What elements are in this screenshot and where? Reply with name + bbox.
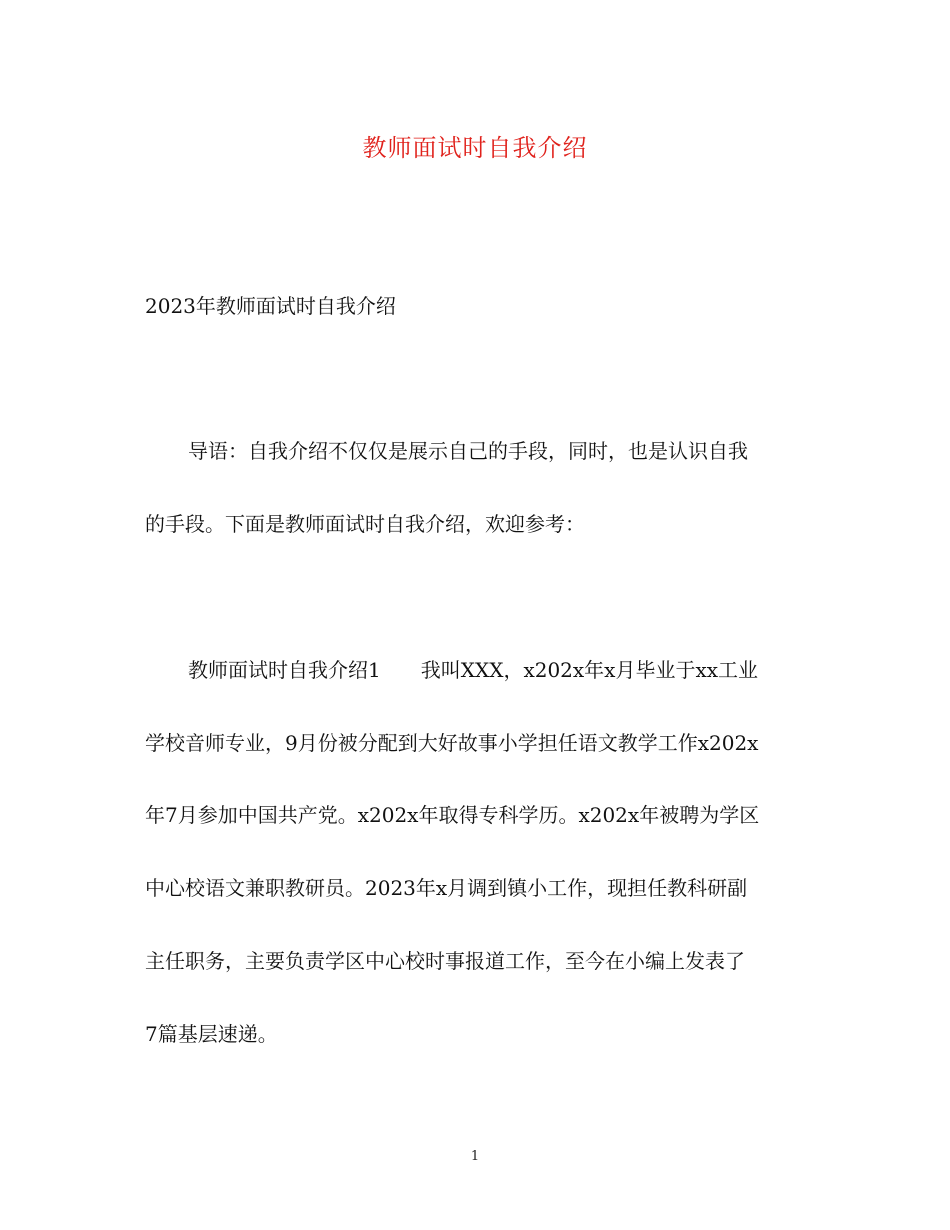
section1-line-5: 主任职务，主要负责学区中心校时事报道工作，至今在小编上发表了 [145,949,745,973]
section1-line-2: 学校音师专业，9月份被分配到大好故事小学担任语文教学工作x202x [145,731,759,755]
section1-line-1: 教师面试时自我介绍1 我叫XXX，x202x年x月毕业于xx工业 [188,658,759,682]
section1-line-6: 7篇基层速递。 [145,1022,278,1046]
document-subtitle: 2023年教师面试时自我介绍 [145,294,396,318]
document-title: 教师面试时自我介绍 [362,134,588,162]
page-number: 1 [470,1149,480,1164]
intro-line-1: 导语：自我介绍不仅仅是展示自己的手段，同时，也是认识自我 [188,439,748,463]
section1-line-3: 年7月参加中国共产党。x202x年取得专科学历。x202x年被聘为学区 [145,803,760,827]
section1-line-4: 中心校语文兼职教研员。2023年x月调到镇小工作，现担任教科研副 [145,876,748,900]
intro-line-2: 的手段。下面是教师面试时自我介绍，欢迎参考： [145,512,585,536]
